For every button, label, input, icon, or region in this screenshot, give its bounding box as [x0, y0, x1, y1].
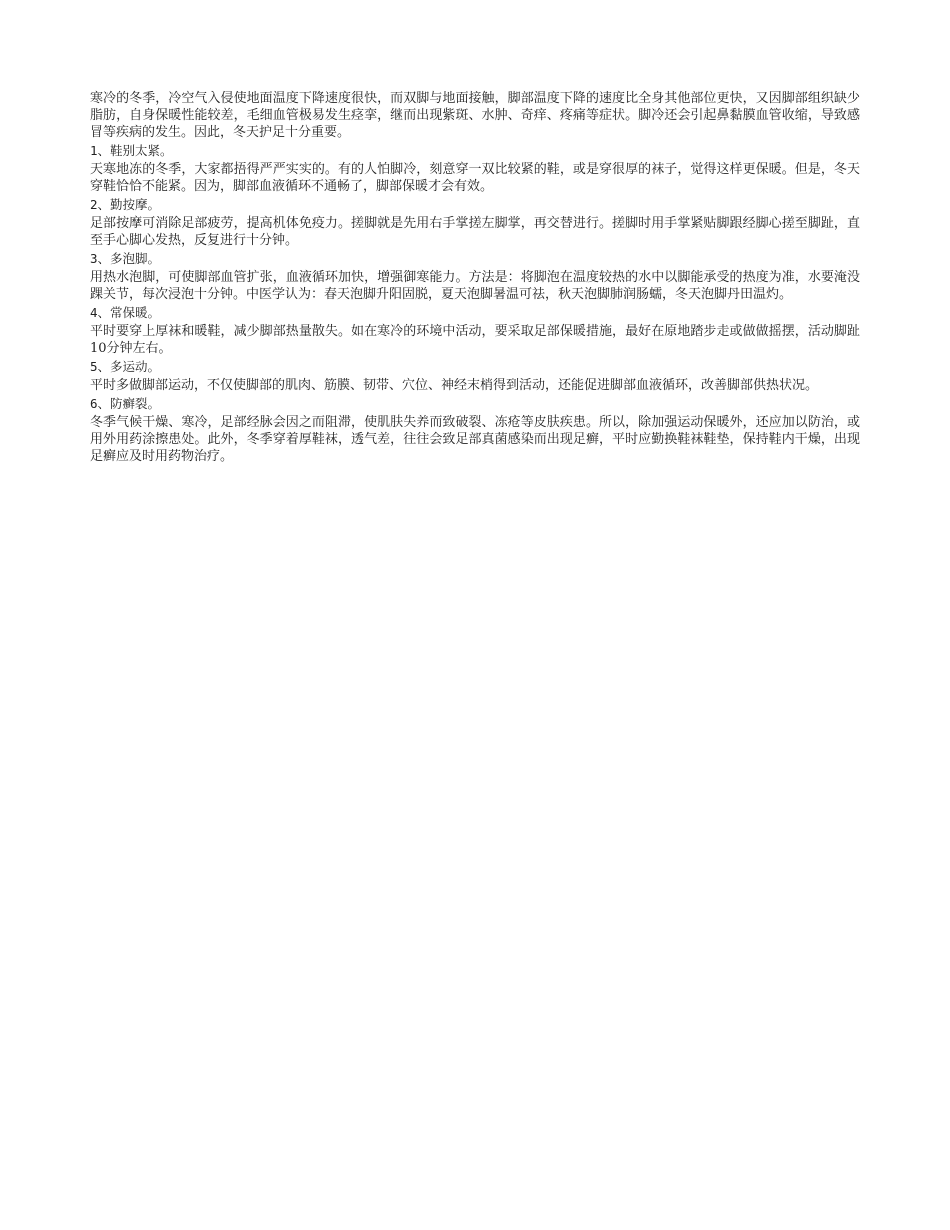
section-body-warmth: 平时要穿上厚袜和暖鞋，减少脚部热量散失。如在寒冷的环境中活动，要采取足部保暖措施，最好在原地踏步走或做做摇摆，活动脚趾10分钟左右。 [90, 324, 860, 356]
intro-paragraph: 寒冷的冬季，冷空气入侵使地面温度下降速度很快，而双脚与地面接触，脚部温度下降的速度比全身其他部位更快，又因脚部组织缺少脂肪，自身保暖性能较差，毛细血管极易发生痉挛，继而出现紫斑、水肿、奇痒、疼痛等症状。脚冷还会引起鼻黏膜血管收缩，导致感冒等疾病的发生。因此，冬天护足十分重要。 [90, 91, 860, 140]
section-heading-massage: 2、勤按摩。 [90, 197, 161, 212]
document-body [90, 90, 860, 465]
section-heading-exercise: 5、多运动。 [90, 359, 161, 374]
section-heading-soak: 3、多泡脚。 [90, 251, 161, 266]
section-heading-shoes: 1、鞋别太紧。 [90, 143, 173, 158]
section-body-exercise: 平时多做脚部运动，不仅使脚部的肌肉、筋膜、韧带、穴位、神经末梢得到活动，还能促进脚部血液循环，改善脚部供热状况。 [90, 378, 819, 393]
section-heading-prevent-cracks: 6、防癣裂。 [90, 396, 161, 411]
section-body-prevent-cracks: 冬季气候干燥、寒冷，足部经脉会因之而阻滞，使肌肤失养而致破裂、冻疮等皮肤疾患。所以，除加强运动保暖外，还应加以防治，或用外用药涂擦患处。此外，冬季穿着厚鞋袜，透气差，往往会致足部真菌感染而出现足癣，平时应勤换鞋袜鞋垫，保持鞋内干燥，出现足癣应及时用药物治疗。 [90, 415, 860, 464]
section-body-massage: 足部按摩可消除足部疲劳，提高机体免疫力。搓脚就是先用右手掌搓左脚掌，再交替进行。搓脚时用手掌紧贴脚跟经脚心搓至脚趾，直至手心脚心发热，反复进行十分钟。 [90, 216, 860, 248]
section-body-soak: 用热水泡脚，可使脚部血管扩张，血液循环加快，增强御寒能力。方法是：将脚泡在温度较热的水中以脚能承受的热度为准，水要淹没踝关节，每次浸泡十分钟。中医学认为：春天泡脚升阳固脱，夏天泡脚暑温可祛，秋天泡脚肺润肠蠕，冬天泡脚丹田温灼。 [90, 270, 860, 302]
section-body-shoes: 天寒地冻的冬季，大家都捂得严严实实的。有的人怕脚冷，刻意穿一双比较紧的鞋，或是穿很厚的袜子，觉得这样更保暖。但是，冬天穿鞋恰恰不能紧。因为，脚部血液循环不通畅了，脚部保暖才会有效。 [90, 162, 860, 194]
section-heading-warmth: 4、常保暖。 [90, 305, 161, 320]
